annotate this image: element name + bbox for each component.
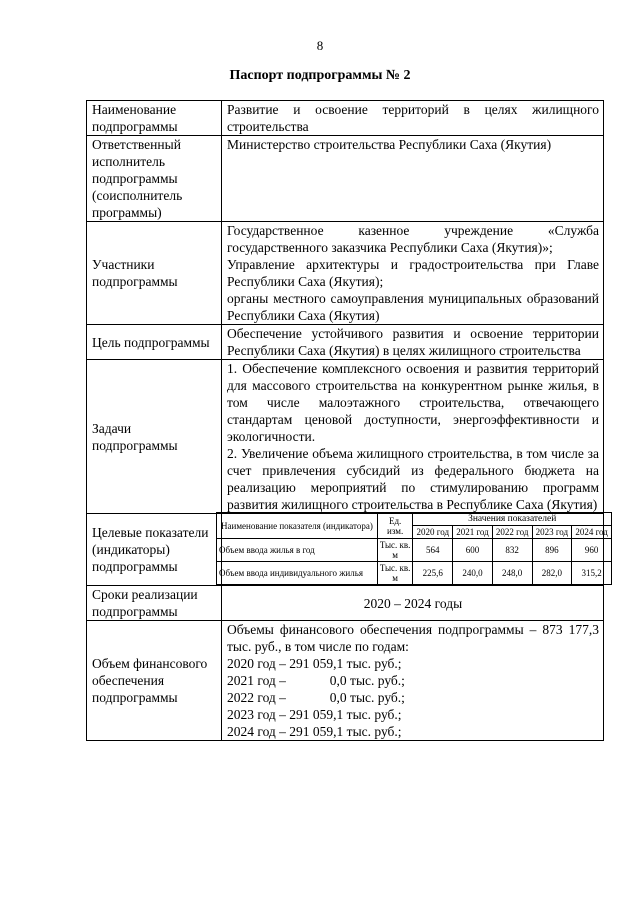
indicators-header-row xyxy=(217,513,612,526)
indicator-unit: Тыс. кв. м xyxy=(377,562,413,585)
label-goal: Цель подпрограммы xyxy=(87,325,222,360)
value-name: Развитие и освоение территорий в целях жилищного строительства xyxy=(222,101,604,136)
year-cell: 2024 год xyxy=(572,526,612,539)
label-name: Наименование подпрограммы xyxy=(87,101,222,136)
indicator-unit: Тыс. кв. м xyxy=(377,539,413,562)
value-goal: Обеспечение устойчивого развития и освоение территории Республики Саха (Якутия) в целях жилищного строительства xyxy=(222,325,604,360)
financing-year: 2020 год – 291 059,1 тыс. руб.; xyxy=(227,656,402,671)
indicator-value: 600 xyxy=(453,539,493,562)
passport-table xyxy=(86,100,608,741)
value-indicators xyxy=(219,514,608,586)
indicators-header-values: Значения показателей xyxy=(413,513,612,526)
year-cell: 2022 год xyxy=(492,526,532,539)
indicator-value: 248,0 xyxy=(492,562,532,585)
value-participants xyxy=(222,222,604,325)
row-goal xyxy=(87,325,604,360)
financing-year: 2021 год – 0,0 тыс. руб.; xyxy=(227,673,405,688)
indicator-name: Объем ввода индивидуального жилья xyxy=(217,562,378,585)
label-indicators: Целевые показатели (индикаторы) подпрограммы xyxy=(87,514,222,586)
participant-item: органы местного самоуправления муниципальных образований Республики Саха (Якутия) xyxy=(227,291,599,323)
row-financing xyxy=(87,621,604,741)
indicator-value: 896 xyxy=(532,539,572,562)
financing-year: 2022 год – 0,0 тыс. руб.; xyxy=(227,690,405,705)
participant-item: Государственное казенное учреждение «Служба государственного заказчика Республики Саха (Якутия)»; xyxy=(227,223,599,255)
row-participants xyxy=(87,222,604,325)
indicator-value: 225,6 xyxy=(413,562,453,585)
label-executor: Ответственный исполнитель подпрограммы (соисполнитель программы) xyxy=(87,136,222,222)
value-executor: Министерство строительства Республики Саха (Якутия) xyxy=(222,136,604,222)
label-participants: Участники подпрограммы xyxy=(87,222,222,325)
label-tasks: Задачи подпрограммы xyxy=(87,360,222,514)
indicator-value: 240,0 xyxy=(453,562,493,585)
row-name xyxy=(87,101,604,136)
year-cell: 2020 год xyxy=(413,526,453,539)
indicator-row xyxy=(217,539,612,562)
task-item: 1. Обеспечение комплексного освоения и развития территорий для массового строительства на конкурентном рынке жилья, в том числе малоэтажного строительства, отвечающего стандартам ценовой доступности, энергоэффективности и экологичности. xyxy=(227,361,599,444)
value-financing xyxy=(222,621,604,741)
row-tasks xyxy=(87,360,604,514)
year-cell: 2023 год xyxy=(532,526,572,539)
row-terms xyxy=(87,586,604,621)
indicators-header-unit: Ед. изм. xyxy=(377,513,413,539)
financing-year: 2023 год – 291 059,1 тыс. руб.; xyxy=(227,707,402,722)
year-cell: 2021 год xyxy=(453,526,493,539)
label-financing: Объем финансового обеспечения подпрограммы xyxy=(87,621,222,741)
task-item: 2. Увеличение объема жилищного строительства, в том числе за счет привлечения субсидий из федерального бюджета на реализацию мероприятий по стимулированию программ развития жилищного строительства в Республике Саха (Якутия) xyxy=(227,446,599,512)
indicator-value: 832 xyxy=(492,539,532,562)
indicator-value: 282,0 xyxy=(532,562,572,585)
value-terms: 2020 – 2024 годы xyxy=(222,586,604,621)
indicators-header-name: Наименование показателя (индикатора) xyxy=(217,513,378,539)
document-title: Паспорт подпрограммы № 2 xyxy=(229,68,411,83)
indicator-value: 315,2 xyxy=(572,562,612,585)
row-executor xyxy=(87,136,604,222)
value-tasks xyxy=(222,360,604,514)
row-indicators xyxy=(87,514,604,586)
financing-year: 2024 год – 291 059,1 тыс. руб.; xyxy=(227,724,402,739)
financing-intro: Объемы финансового обеспечения подпрограммы – 873 177,3 тыс. руб., в том числе по годам: xyxy=(227,622,599,654)
indicators-table xyxy=(216,512,612,585)
page-number: 8 xyxy=(316,38,324,53)
label-terms: Сроки реализации подпрограммы xyxy=(87,586,222,621)
indicator-value: 960 xyxy=(572,539,612,562)
indicator-name: Объем ввода жилья в год xyxy=(217,539,378,562)
indicator-row xyxy=(217,562,612,585)
indicator-value: 564 xyxy=(413,539,453,562)
participant-item: Управление архитектуры и градостроительства при Главе Республики Саха (Якутия); xyxy=(227,257,599,289)
